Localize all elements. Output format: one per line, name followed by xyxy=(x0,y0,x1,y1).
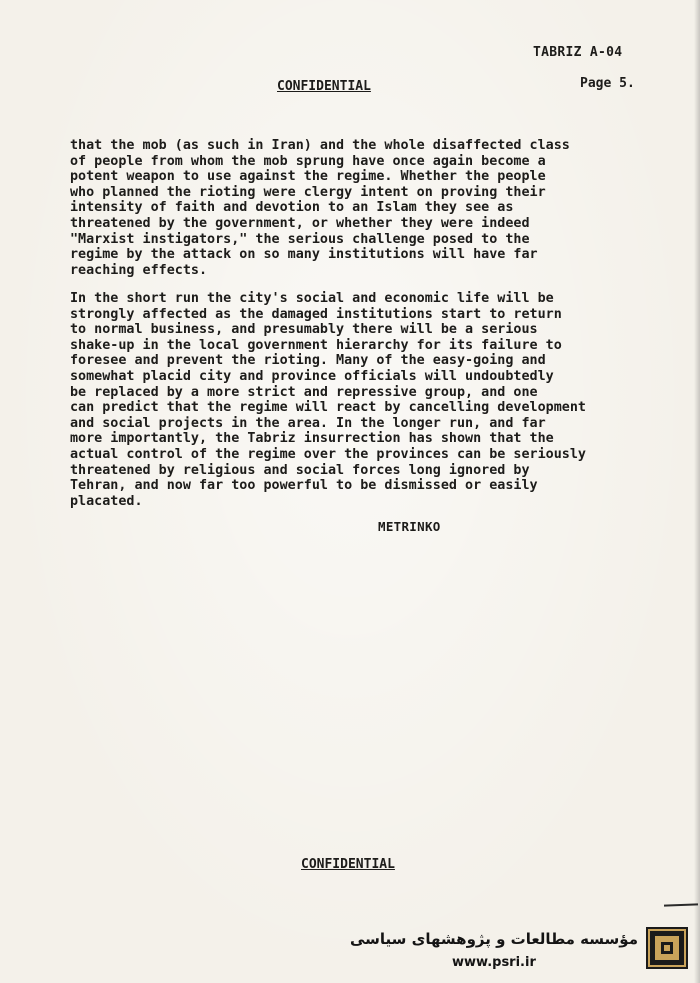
footer-classification: CONFIDENTIAL xyxy=(301,857,395,872)
text-line: placated. xyxy=(70,493,143,509)
text-line: potent weapon to use against the regime. Whether the people xyxy=(70,169,546,185)
text-line: can predict that the regime will react by cancelling development xyxy=(70,400,586,416)
text-line: foresee and prevent the rioting. Many of the easy-going and xyxy=(70,353,546,369)
text-line: who planned the rioting were clergy intent on proving their xyxy=(70,184,546,200)
text-line: and social projects in the area. In the longer run, and far xyxy=(70,415,546,431)
text-line: strongly affected as the damaged institutions start to return xyxy=(70,306,562,322)
scan-edge-mark xyxy=(664,903,698,906)
text-line: of people from whom the mob sprung have once again become a xyxy=(70,153,546,169)
signature: METRINKO xyxy=(378,519,441,534)
document-reference: TABRIZ A-04 xyxy=(533,45,623,60)
page-edge-shadow xyxy=(694,0,700,983)
text-line: reaching effects. xyxy=(70,262,208,278)
text-line: be replaced by a more strict and repressive group, and one xyxy=(70,384,538,400)
watermark-institute-name: مؤسسه مطالعات و پژوهشهای سیاسی xyxy=(349,930,638,948)
paragraph-outlook xyxy=(70,291,670,509)
page-number: Page 5. xyxy=(580,76,635,91)
paragraph-continuation xyxy=(70,138,670,278)
psri-logo-icon xyxy=(646,927,688,969)
text-line: Tehran, and now far too powerful to be dismissed or easily xyxy=(70,478,538,494)
text-line: threatened by religious and social forces long ignored by xyxy=(70,462,530,478)
text-line: shake-up in the local government hierarchy for its failure to xyxy=(70,337,562,353)
text-line: more importantly, the Tabriz insurrection has shown that the xyxy=(70,431,554,447)
text-line: actual control of the regime over the provinces can be seriously xyxy=(70,446,586,462)
text-line: somewhat placid city and province officials will undoubtedly xyxy=(70,368,554,384)
text-line: threatened by the government, or whether they were indeed xyxy=(70,215,530,231)
text-line: to normal business, and presumably there will be a serious xyxy=(70,322,538,338)
header-classification: CONFIDENTIAL xyxy=(277,79,371,94)
watermark-url: www.psri.ir xyxy=(452,955,536,970)
text-line: intensity of faith and devotion to an Islam they see as xyxy=(70,200,514,216)
text-line: regime by the attack on so many institutions will have far xyxy=(70,247,538,263)
text-line: In the short run the city's social and economic life will be xyxy=(70,291,554,306)
text-line: that the mob (as such in Iran) and the whole disaffected class xyxy=(70,138,570,153)
text-line: "Marxist instigators," the serious challenge posed to the xyxy=(70,231,530,247)
